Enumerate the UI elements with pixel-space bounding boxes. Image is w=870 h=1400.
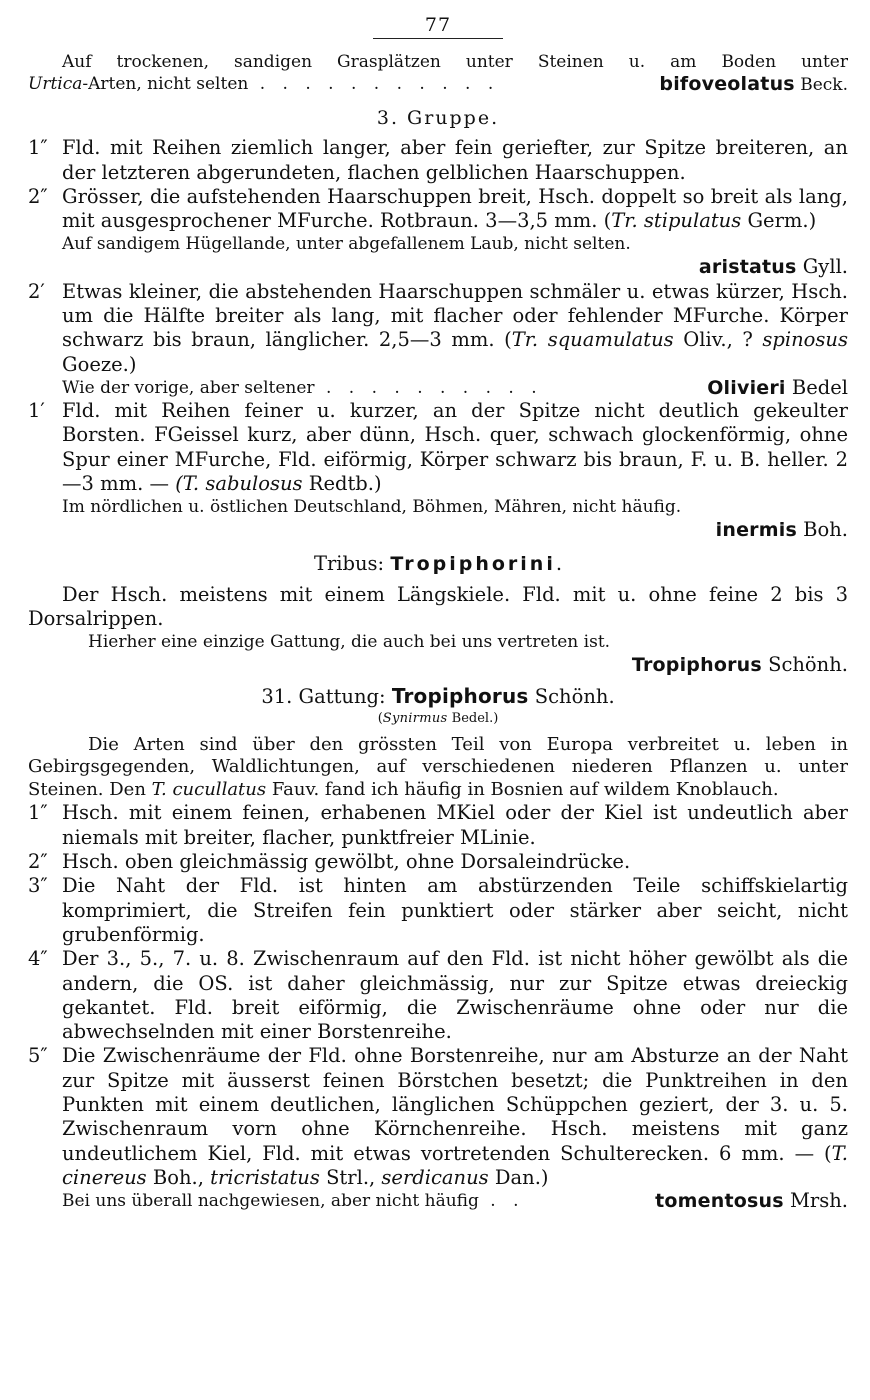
key-couplet-2: 2″ Hsch. oben gleichmässig gewölbt, ohne Dorsaleindrücke. <box>28 850 631 874</box>
group-heading: 3. Gruppe. <box>376 107 500 129</box>
habitat-line: Wie der vorige, aber seltener . . . . . . . . . . Olivieri Bedel <box>62 375 848 399</box>
genus-synonym: (Synirmus Bedel.) <box>377 710 499 726</box>
habitat-line: Auf sandigem Hügellande, unter abgefallenem Laub, nicht selten. <box>62 234 631 255</box>
genus-heading: 31. Gattung: Tropiphorus Schönh. <box>261 683 615 708</box>
species-name: bifoveolatus <box>659 73 795 95</box>
key-couplet-1: 1″ Hsch. mit einem feinen, erhabenen MKiel oder der Kiel ist undeutlich aber niemals mit breiter, flacher, punktfreier MLinie. <box>28 801 848 849</box>
habitat-line-2: Urtica-Arten, nicht selten . . . . . . . . . . . bifoveolatus Beck. <box>28 73 848 95</box>
species-line: aristatus Gyll. <box>698 255 848 279</box>
key-couplet-4: 4″ Der 3., 5., 7. u. 8. Zwischenraum auf den Fld. ist nicht höher gewölbt als die andern, die OS. ist daher gleichmässig, nur zur Spitze etwas dreieckig gekantet. Fld. breit eiförmig, die Zwischenräume ohne oder nur die abwechselnden mit einer Borstenreihe. <box>28 947 848 1044</box>
species-name: Olivieri <box>707 376 786 399</box>
tribus-note: Hierher eine einzige Gattung, die auch bei uns vertreten ist. <box>88 632 611 653</box>
page-number: 77 <box>424 14 452 36</box>
key-couplet-2: 2″ Grösser, die aufstehenden Haarschuppen breit, Hsch. doppelt so breit als lang, mit ausgesprochener MFurche. Rotbraun. 3—3,5 mm. (Tr. stipulatus Germ.) Auf sandigem Hügellande, unter abgefallenem Laub, nicht selten. aristatus Gyll. <box>28 184 848 279</box>
species-name: tomentosus <box>655 1190 784 1213</box>
key-couplet-1-alt: 1′ Fld. mit Reihen feiner u. kurzer, an der Spitze nicht deutlich gekeulter Borsten. FGeissel kurz, aber dünn, Hsch. quer, schwach glockenförmig, ohne Spur einer MFurche, Fld. eiförmig, Körper schwarz bis braun, F. u. B. heller. 2—3 mm. — (T. sabulosus Redtb.) Im nördlichen u. östlichen Deutschland, Böhmen, Mähren, nicht häufig. inermis Boh. <box>28 398 848 542</box>
key-couplet-2-alt: 2′ Etwas kleiner, die abstehenden Haarschuppen schmäler u. etwas kürzer, Hsch. um die Hälfte breiter als lang, mit flacher oder fehlender MFurche. Körper schwarz bis braun, länglicher. 2,5—3 mm. (Tr. squamulatus Oliv., ? spinosus Goeze.) Wie der vorige, aber seltener . . . . . . . . . . Olivieri Bedel <box>28 279 848 399</box>
habitat-line: Auf trockenen, sandigen Grasplätzen unter Steinen u. am Boden unter <box>62 52 848 72</box>
species-line: inermis Boh. <box>715 518 848 542</box>
species-name: inermis <box>715 519 797 542</box>
key-couplet-3: 3″ Die Naht der Fld. ist hinten am abstürzenden Teile schiffskielartig komprimiert, die Streifen fein punktiert oder stärker aber seicht, nicht grubenförmig. <box>28 874 848 946</box>
species-name: aristatus <box>698 256 797 279</box>
book-page <box>28 14 848 1212</box>
habitat-line: Bei uns überall nachgewiesen, aber nicht häufig . . tomentosus Mrsh. <box>62 1189 848 1213</box>
header-rule <box>373 38 503 39</box>
genus-line: Tropiphorus Schönh. <box>631 653 848 677</box>
tribus-description: Der Hsch. meistens mit einem Längskiele. Fld. mit u. ohne feine 2 bis 3 Dorsalrippen. <box>28 582 848 631</box>
genus-introduction: Die Arten sind über den grössten Teil von Europa verbreitet u. leben in Gebirgsgegenden, Waldlichtungen, auf verschiedenen niederen Pflanzen u. unter Steinen. Den T. cucullatus Fauv. fand ich häufig in Bosnien auf wildem Knoblauch. <box>28 733 848 800</box>
key-couplet-1: 1″ Fld. mit Reihen ziemlich langer, aber fein geriefter, zur Spitze breiteren, an der letzteren abgerundeten, flachen gelblichen Haarschuppen. <box>28 136 848 184</box>
key-couplet-5: 5″ Die Zwischenräume der Fld. ohne Borstenreihe, nur am Absturze an der Naht zur Spitze mit äusserst feinen Börstchen besetzt; die Punktreihen in den Punkten mit einem deutlichen, länglichen Schüppchen geziert, der 3. u. 5. Zwischenraum vorn ohne Körnchenreihe. Hsch. meistens mit ganz undeutlichem Kiel, Fld. mit etwas vortretenden Schulterecken. 6 mm. — (T. cinereus Boh., tricristatus Strl., serdicanus Dan.) Bei uns überall nachgewiesen, aber nicht häufig . . tomentosus Mrsh. <box>28 1044 848 1213</box>
habitat-line: Im nördlichen u. östlichen Deutschland, Böhmen, Mähren, nicht häufig. <box>62 497 682 518</box>
tribus-heading: Tribus: Tropiphorini. <box>313 552 563 576</box>
